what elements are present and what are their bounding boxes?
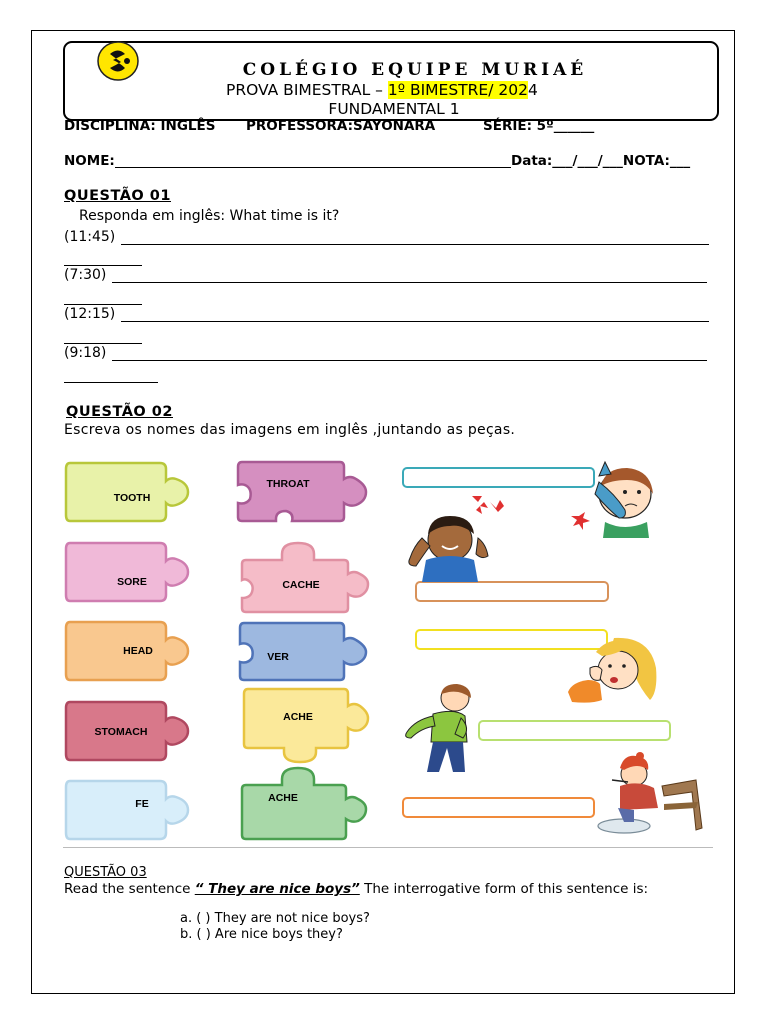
- date-grade-label: Data:___/___/___NOTA:___: [511, 153, 691, 169]
- puzzle-piece-ver: [236, 620, 372, 684]
- discipline-label: DISCIPLINA: INGLÊS: [64, 118, 216, 134]
- q1-answer-line-3b[interactable]: [64, 331, 142, 344]
- q3-sentence-suffix: The interrogative form of this sentence is:: [359, 881, 649, 897]
- puzzle-label-head: HEAD: [123, 645, 153, 657]
- answer-box-4[interactable]: [478, 720, 671, 741]
- q1-answer-line-2b[interactable]: [64, 292, 142, 305]
- q1-answer-line-4b[interactable]: [64, 370, 158, 383]
- q1-title: QUESTÃO 01: [64, 188, 171, 204]
- q1-answer-line-4[interactable]: [112, 348, 707, 361]
- puzzle-label-ache-2: ACHE: [268, 792, 298, 804]
- exam-prefix: PROVA BIMESTRAL –: [226, 81, 383, 99]
- puzzle-piece-cache: [238, 540, 372, 616]
- q1-time-4: (9:18): [64, 345, 107, 361]
- q3-options: [180, 911, 370, 943]
- puzzle-label-ache-1: ACHE: [283, 711, 313, 723]
- q3-option-b[interactable]: b. ( ) Are nice boys they?: [180, 927, 343, 942]
- puzzle-piece-head: [64, 620, 196, 682]
- puzzle-piece-tooth: [64, 461, 196, 523]
- q1-answer-line-3[interactable]: [121, 309, 709, 322]
- puzzle-label-fe: FE: [135, 798, 149, 810]
- q3-title: QUESTÃO 03: [64, 865, 147, 880]
- answer-box-2[interactable]: [415, 581, 609, 602]
- q2-instruction: Escreva os nomes das imagens em inglês ,juntando as peças.: [64, 422, 516, 438]
- sore-throat-girl-illustration: [562, 634, 666, 706]
- puzzle-label-cache: CACHE: [282, 579, 320, 591]
- q3-sentence: [64, 881, 648, 897]
- q1-answer-line-2[interactable]: [112, 270, 707, 283]
- puzzle-piece-ache-1: [240, 686, 372, 764]
- name-label: NOME:: [64, 153, 115, 169]
- puzzle-piece-stomach: [64, 700, 196, 762]
- q1-answer-line-1b[interactable]: [64, 253, 142, 266]
- name-field[interactable]: [115, 155, 511, 168]
- exam-suffix: 4: [527, 81, 538, 99]
- q1-instruction: Responda em inglês: What time is it?: [79, 208, 340, 224]
- q1-time-2: (7:30): [64, 267, 107, 283]
- puzzle-label-ver: VER: [267, 651, 289, 663]
- headache-boy-illustration: [404, 496, 514, 582]
- q3-sentence-quote: “ They are nice boys”: [194, 881, 360, 897]
- puzzle-label-sore: SORE: [117, 576, 147, 588]
- stomachache-boy-illustration: [403, 684, 483, 776]
- q3-sentence-prefix: Read the sentence: [64, 881, 195, 897]
- school-name: COLÉGIO EQUIPE MURIAÉ: [242, 60, 588, 80]
- fever-girl-illustration: [594, 752, 706, 834]
- q1-time-1: (11:45): [64, 229, 116, 245]
- q1-answer-line-1[interactable]: [121, 232, 709, 245]
- puzzle-label-throat: THROAT: [266, 478, 310, 490]
- puzzle-piece-sore: [64, 541, 196, 603]
- puzzle-label-stomach: STOMACH: [94, 726, 148, 738]
- puzzle-piece-fe: [64, 779, 196, 841]
- teacher-label: PROFESSORA:SAYONARA: [246, 118, 436, 134]
- q2-title: QUESTÃO 02: [66, 404, 173, 420]
- exam-highlight: 1º BIMESTRE/ 202: [387, 81, 528, 99]
- q1-time-3: (12:15): [64, 306, 116, 322]
- puzzle-piece-ache-2: [238, 765, 372, 843]
- answer-box-5[interactable]: [402, 797, 595, 818]
- puzzle-label-tooth: TOOTH: [113, 492, 151, 504]
- toothache-girl-illustration: [565, 460, 661, 540]
- exam-level: FUNDAMENTAL 1: [328, 100, 460, 118]
- exam-title: [226, 81, 538, 99]
- q3-option-a[interactable]: a. ( ) They are not nice boys?: [180, 911, 370, 926]
- puzzle-piece-throat: [234, 459, 372, 525]
- grade-label: SÉRIE: 5º______: [483, 118, 595, 134]
- section-divider: [63, 847, 713, 848]
